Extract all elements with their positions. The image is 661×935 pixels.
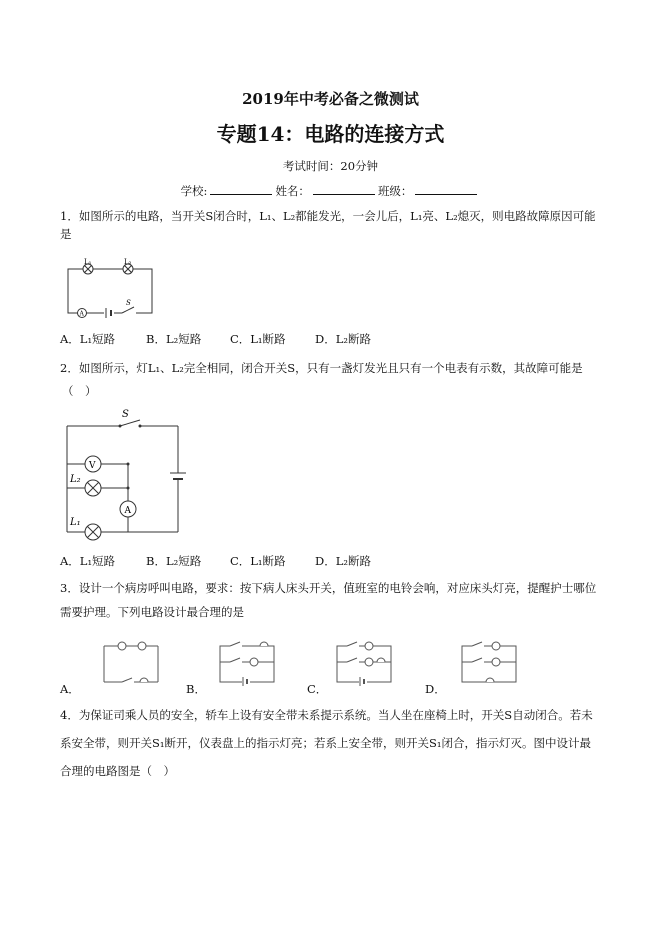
name-label: 姓名： (275, 184, 310, 198)
q2-option-a: A．L₁短路 (60, 554, 116, 568)
q1-fig-label-l2: L₂ (124, 258, 132, 266)
name-blank (313, 183, 375, 195)
q2-circuit-figure (60, 408, 185, 543)
q3-option-a: A． (60, 682, 80, 696)
q2-fig-label-l1: L₁ (70, 517, 81, 528)
q1-fig-label-ammeter: A (79, 310, 84, 318)
q3-option-c: C． (307, 682, 328, 696)
q2-text-line2: （ ） (62, 384, 97, 398)
q3-text-line1: 3．设计一个病房呼叫电路，要求：按下病人床头开关，值班室的电铃会响，对应床头灯亮，提醒护士哪位 (60, 581, 597, 595)
q1-fig-label-switch: S (126, 299, 131, 307)
school-blank (210, 183, 272, 195)
student-info-row (0, 183, 661, 199)
q3-circuit-b (216, 640, 278, 690)
doc-title: 2019年中考必备之微测试 (242, 90, 419, 108)
q2-option-c: C．L₁断路 (230, 554, 286, 568)
q4-text-line3: 合理的电路图是（ ） (60, 764, 175, 778)
q1-text-line1: 1．如图所示的电路，当开关S闭合时，L₁、L₂都能发光，一会儿后，L₁亮、L₂熄灭，则电路故障原因可能 (60, 209, 596, 223)
q3-option-b: B． (186, 682, 206, 696)
class-label: 班级： (377, 184, 413, 198)
doc-subtitle: 专题14：电路的连接方式 (216, 122, 445, 146)
q2-option-d: D．L₂断路 (315, 554, 371, 568)
q1-circuit-figure (60, 255, 160, 318)
exam-time: 考试时间：20分钟 (282, 159, 379, 173)
q2-text-line1: 2．如图所示，灯L₁、L₂完全相同，闭合开关S，只有一盏灯发光且只有一个电表有示数，其故障可能是 (60, 361, 583, 375)
q2-fig-label-switch: S (122, 409, 129, 420)
q3-text-line2: 需要护理。下列电路设计最合理的是 (60, 605, 244, 619)
q3-circuit-c (333, 640, 395, 690)
q4-text-line2: 系安全带，则开关S₁断开，仪表盘上的指示灯亮；若系上安全带，则开关S₁闭合，指示灯灭。图中设计最 (60, 736, 591, 750)
class-blank (415, 183, 477, 195)
q1-option-c: C．L₁断路 (230, 332, 286, 346)
q1-option-a: A．L₁短路 (60, 332, 116, 346)
q1-option-b: B．L₂短路 (146, 332, 202, 346)
q2-option-b: B．L₂短路 (146, 554, 202, 568)
q3-circuit-a (100, 640, 162, 690)
q4-text-line1: 4．为保证司乘人员的安全，轿车上设有安全带未系提示系统。当人坐在座椅上时，开关S自动闭合。若未 (60, 708, 593, 722)
q2-fig-label-l2: L₂ (70, 474, 81, 485)
q2-fig-label-ammeter: A (124, 506, 131, 516)
q1-text-line2: 是 (60, 227, 72, 241)
q3-option-d: D． (425, 682, 446, 696)
q2-fig-label-voltmeter: V (89, 461, 96, 471)
school-label: 学校: (180, 184, 208, 198)
q1-option-d: D．L₂断路 (315, 332, 371, 346)
q1-fig-label-l1: L₁ (84, 258, 92, 266)
q3-circuit-d (458, 640, 520, 690)
